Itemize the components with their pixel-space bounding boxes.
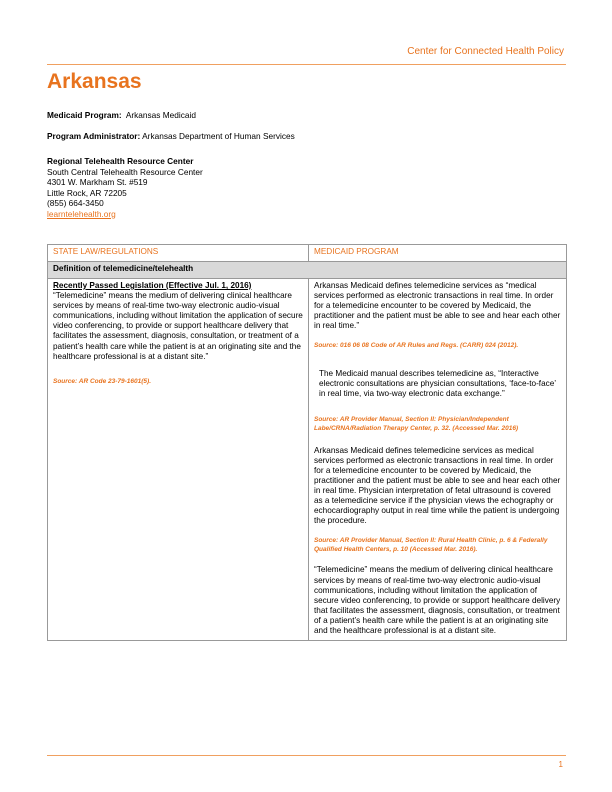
medicaid-source-1: Source: 016 06 08 Code of AR Rules and Regs. (CARR) 024 (2012). (314, 342, 519, 350)
medicaid-text-1: Arkansas Medicaid defines telemedicine services as “medical services performed as electronic transactions in real time. In order for a telemedicine encounter to be covered by Medicaid, the practitioner and the patient must be able to see and hear each other in real time.” (314, 281, 561, 331)
law-heading: Recently Passed Legislation (Effective Jul. 1, 2016) (53, 281, 252, 290)
medicaid-text-2: The Medicaid manual describes telemedicine as, “Interactive electronic consultations are physician consultations, ‘face-to-face’ in real time, via two-way electronic data exchange.” (319, 369, 556, 399)
col-header-law: STATE LAW/REGULATIONS (48, 245, 309, 262)
law-source: Source: AR Code 23-79-1601(5). (53, 377, 152, 385)
page-title: Arkansas (47, 70, 142, 93)
program-admin-line (47, 131, 295, 142)
medicaid-text-4: “Telemedicine” means the medium of delivering clinical healthcare services by means of real-time two-way electronic audio-visual communications, including without limitation the application of secure video conferencing, to provide or support healthcare delivery that facilitates the assessment, diagnosis, consultation, or treatment of a patient’s health care while the patient is at an originating site and the healthcare professional is at a distant site. (314, 565, 561, 636)
resource-center-address1: 4301 W. Markham St. #519 (47, 177, 148, 187)
footer-divider (47, 755, 566, 756)
medicaid-program-label: Medicaid Program: (47, 110, 122, 120)
page-number: 1 (558, 760, 563, 769)
resource-center-block (47, 156, 203, 219)
medicaid-text-3: Arkansas Medicaid defines telemedicine services as medical services performed as electronic transactions in real time. In order for a telemedicine encounter to be covered by Medicaid, the practitioner and the patient must be able to see and hear each other in real time. Physician interpretation of fetal ultrasound is covered as a telemedicine service if the physician views the echography or echocardiography output in real time while the patient is undergoing the procedure. (314, 445, 561, 526)
program-admin-value: Arkansas Department of Human Services (142, 131, 295, 141)
medicaid-program-value: Arkansas Medicaid (125, 110, 196, 120)
header-divider (47, 64, 566, 65)
table-row (48, 279, 567, 641)
law-text: “Telemedicine” means the medium of delivering clinical healthcare services by means of real-time two-way electronic audio-visual communications, including without limitation the application of secure video conferencing, to provide or support healthcare delivery that facilitates the assessment, diagnosis, consultation, or treatment of a patient’s health care while the patient is at an originating site and the healthcare professional is at a distant site.” (53, 291, 303, 361)
resource-center-phone: (855) 664-3450 (47, 198, 104, 208)
medicaid-source-3: Source: AR Provider Manual, Section II: Rural Health Clinic, p. 6 & Federally Qualified Health Centers, p. 10 (Accessed Mar. 2016). (314, 537, 548, 553)
resource-center-name: South Central Telehealth Resource Center (47, 166, 203, 177)
program-admin-label: Program Administrator: (47, 131, 141, 141)
medicaid-cell (309, 279, 567, 641)
table-header-row (48, 245, 567, 262)
header-org: Center for Connected Health Policy (407, 46, 564, 57)
law-cell (48, 279, 309, 641)
col-header-medicaid: MEDICAID PROGRAM (309, 245, 567, 262)
policy-table (47, 244, 567, 641)
medicaid-source-2: Source: AR Provider Manual, Section II: Physician/Independent Labe/CRNA/Radiation Therapy Center, p. 32. (Accessed Mar. 2016) (314, 416, 519, 432)
medicaid-program-line (47, 110, 196, 121)
resource-center-heading: Regional Telehealth Resource Center (47, 156, 194, 166)
section-title: Definition of telemedicine/telehealth (48, 262, 567, 279)
resource-center-address2: Little Rock, AR 72205 (47, 187, 127, 198)
resource-center-link[interactable]: learntelehealth.org (47, 208, 116, 219)
section-row (48, 262, 567, 279)
